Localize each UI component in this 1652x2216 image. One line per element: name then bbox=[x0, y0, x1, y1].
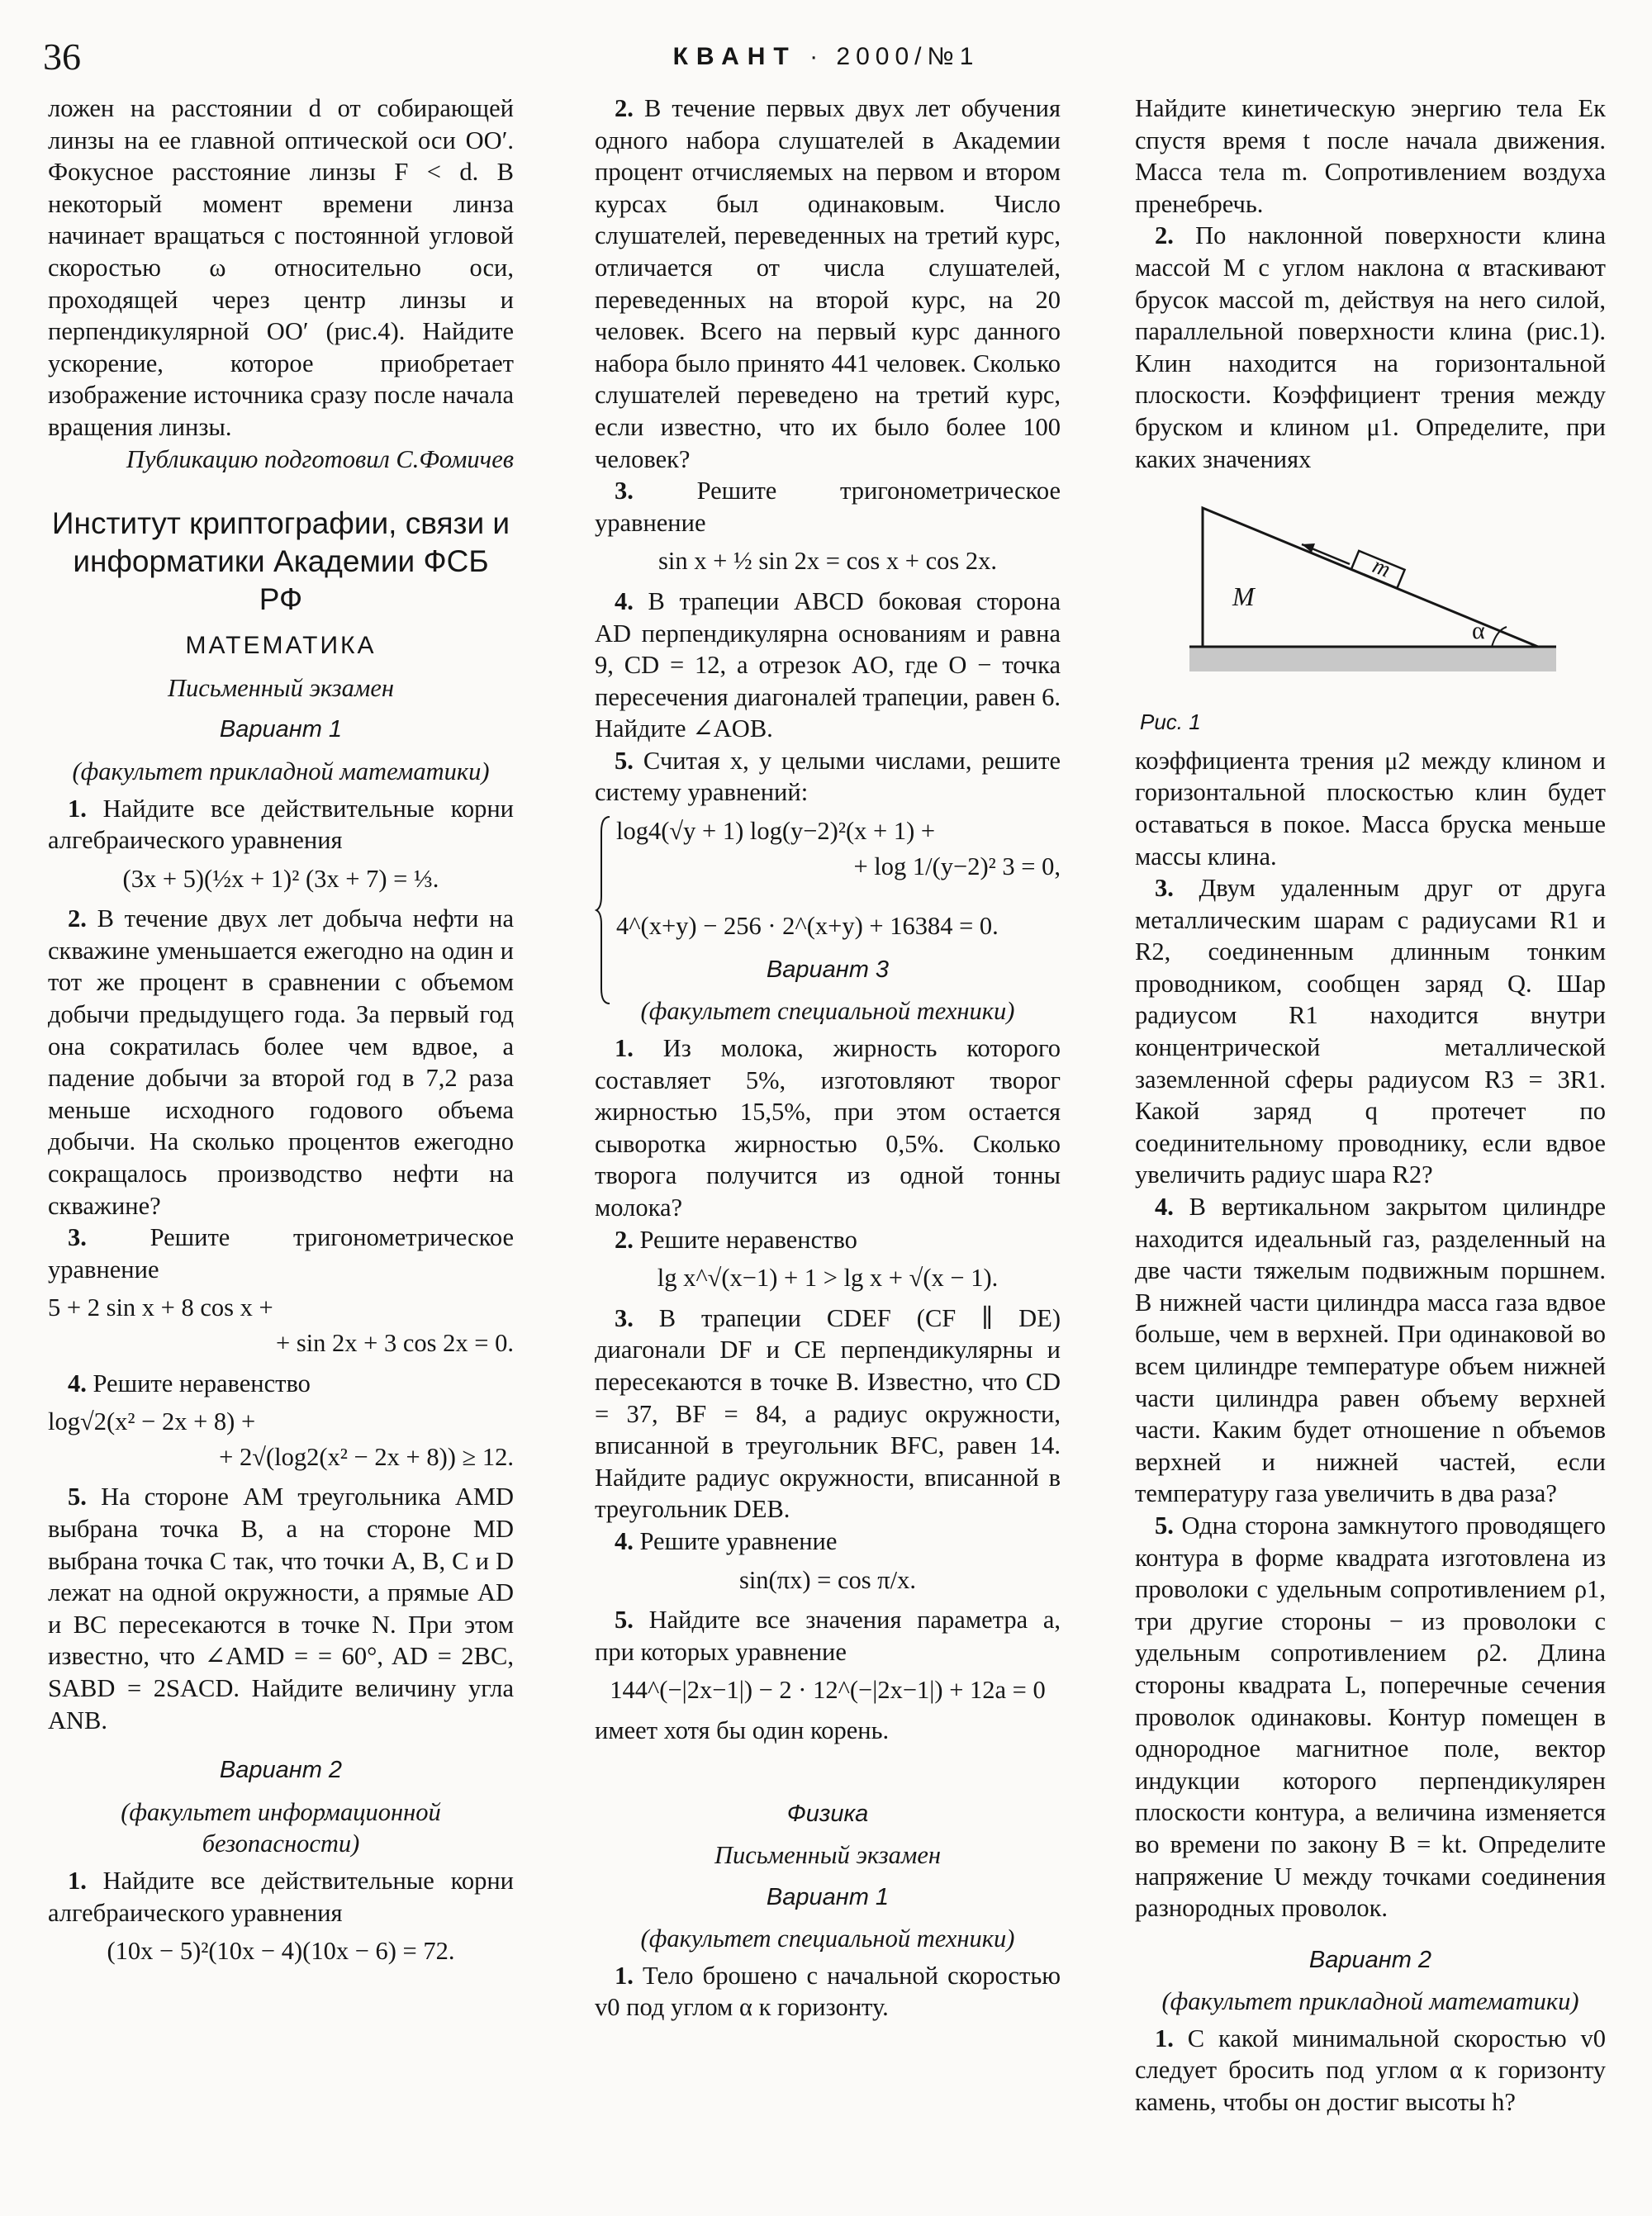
equation: sin x + ½ sin 2x = cos x + cos 2x. bbox=[658, 547, 997, 576]
journal-title bbox=[0, 43, 1652, 71]
equation: sin(πx) = cos π/x. bbox=[738, 1565, 917, 1594]
problem-2: 2. В течение первых двух лет обучения одного набора слушателей в Академии процент отчисляемых на первом и втором курсах был одинаковым. Число слушателей, переведенных на третий курс, отличается от числа слушателей, переведенных на второй курс, на 20 человек. Всего на первый курс данного набора было принято 441 человек. Сколько слушателей переведено на третий курс, если известно, что их было более 100 человек? bbox=[595, 94, 1061, 473]
problem-1: 1. Тело брошено с начальной скоростью v0 под углом α к горизонту. bbox=[595, 1961, 1061, 2022]
variant-heading: Вариант 2 bbox=[1308, 1946, 1432, 1973]
journal-name: КВАНТ bbox=[672, 43, 797, 70]
equation: (10x − 5)²(10x − 4)(10x − 6) = 72. bbox=[107, 1937, 455, 1966]
page-header bbox=[0, 35, 1652, 84]
problem-5: 5. Найдите все значения параметра a, при которых уравнение bbox=[595, 1606, 1061, 1666]
problem-4: 4. В трапеции ABCD боковая сторона AD перпендикулярна основаниям и равна 9, CD = 12, а отрезок AO, где O − точка пересечения диагоналей трапеции, равен 6. Найдите ∠AOB. bbox=[595, 586, 1061, 743]
problem-5: 5. На стороне AM треугольника AMD выбрана точка B, а на стороне MD выбрана точка C так, что точки A, B, C и D лежат на одной окружности, а прямые AD и BC пересекаются в точке N. При этом известно, что ∠AMD = = 60°, AD = 2BC, SABD = 2SACD. Найдите величину угла ANB. bbox=[48, 1483, 514, 1734]
equation-system bbox=[595, 815, 1061, 942]
column-1 bbox=[48, 93, 514, 1976]
faculty-heading: (факультет специальной техники) bbox=[640, 1924, 1015, 1953]
variant-heading: Вариант 2 bbox=[219, 1757, 343, 1784]
problem-2: 2. В течение двух лет добыча нефти на скважине уменьшается ежегодно на один и тот же процент в сравнении с объемом добычи предыдущего года. За первый год она сократилась более чем вдвое, а падение добычи за второй год в 7,2 раза меньше исходного годового объема добычи. На сколько процентов ежегодно сокращалось производство нефти на скважине? bbox=[48, 904, 514, 1220]
faculty-heading: (факультет прикладной математики) bbox=[72, 757, 490, 785]
figure-caption: Рис. 1 bbox=[1140, 709, 1201, 735]
problem-3: 3. Двум удаленным друг от друга металлическим шарам с радиусами R1 и R2, соединенным длинным тонким проводником, сообщен заряд Q. Шар радиусом R1 находится внутри концентрической металлической заземленной сферы радиусом R3 = 3R1. Какой заряд q протечет по соединительному проводнику, если вдвое увеличить радиус шара R2? bbox=[1135, 874, 1606, 1189]
column-2 bbox=[595, 93, 1061, 2024]
label-alpha: α bbox=[1472, 617, 1485, 645]
problem-2: 2. Решите неравенство bbox=[615, 1225, 857, 1254]
problem-1: 1. Найдите все действительные корни алгебраического уравнения bbox=[48, 1866, 514, 1927]
equation: 5 + 2 sin x + 8 cos x + bbox=[48, 1293, 273, 1322]
inequality: + 2√(log2(x² − 2x + 8)) ≥ 12. bbox=[219, 1442, 514, 1471]
brace-icon bbox=[595, 815, 611, 1005]
problem-4: 4. Решите неравенство bbox=[68, 1369, 311, 1397]
problem-3: 3. Решите тригонометрическое уравнение bbox=[48, 1223, 514, 1284]
problem-3: 3. В трапеции CDEF (CF ∥ DE) диагонали DF и CE перпендикулярны и пересекаются в точке B. Известно, что CD = 37, BF = 84, а радиус окружности, вписанной в треугольник BFC, равен 14. Найдите радиус окружности, вписанной в треугольник DEB. bbox=[595, 1303, 1061, 1524]
physics-problem-continuation: ложен на расстоянии d от собирающей линзы на ее главной оптической оси OO′. Фокусное расстояние линзы F < d. В некоторый момент времени линза начинает вращаться с постоянной угловой скоростью ω относительно оси, проходящей через центр линзы и перпендикулярной OO′ (рис.4). Найдите ускорение, которое приобретает изображение источника сразу после начала вращения линзы. bbox=[48, 94, 514, 441]
page-number: 36 bbox=[43, 36, 81, 78]
problem-5: 5. Считая x, y целыми числами, решите систему уравнений: bbox=[595, 746, 1061, 807]
system-equation-1-tail: + log 1/(y−2)² 3 = 0, bbox=[853, 852, 1061, 880]
problem-2-tail: коэффициента трения μ2 между клином и горизонтальной плоскостью клин будет оставаться в покое. Масса бруска меньше массы клина. bbox=[1135, 746, 1606, 871]
exam-heading: Письменный экзамен bbox=[714, 1841, 942, 1870]
equation: + sin 2x + 3 cos 2x = 0. bbox=[276, 1329, 514, 1357]
inequality: lg x^√(x−1) + 1 > lg x + √(x − 1). bbox=[657, 1264, 999, 1293]
label-m: m bbox=[1369, 553, 1394, 583]
problem-5: 5. Одна сторона замкнутого проводящего контура в форме квадрата изготовлена из проволоки с удельным сопротивлением ρ1, три другие стороны − из проволоки с удельным сопротивлением ρ2. Длина стороны квадрата L, поперечные сечения проволок одинаковы. Контур помещен в однородное магнитное поле, вектор индукции которого перпендикулярен плоскости контура, а величина изменяется во времени по закону B = kt. Определите напряжение U между точками соединения разнородных проволок. bbox=[1135, 1511, 1606, 1923]
exam-heading: Письменный экзамен bbox=[167, 673, 395, 702]
inequality: log√2(x² − 2x + 8) + bbox=[48, 1407, 256, 1436]
figure-1 bbox=[1135, 483, 1606, 706]
wedge-diagram bbox=[1135, 483, 1606, 706]
problem-2: 2. По наклонной поверхности клина массой M с углом наклона α втаскивают брусок массой m, действуя на него силой, параллельной поверхности клина (рис.1). Клин находится на горизонтальной плоскости. Коэффициент трения между бруском и клином μ1. Определите, при каких значениях bbox=[1135, 221, 1607, 473]
journal-issue: · 2000/№1 bbox=[809, 43, 980, 70]
faculty-heading: (факультет информационной безопасности) bbox=[121, 1797, 441, 1858]
institute-title: Институт криптографии, связи и информатики Академии ФСБ РФ bbox=[51, 506, 510, 617]
variant-heading: Вариант 3 bbox=[766, 956, 890, 983]
publication-credit: Публикацию подготовил С.Фомичев bbox=[126, 444, 514, 473]
problem-1-continuation: Найдите кинетическую энергию тела Eк спустя время t после начала движения. Масса тела m. Сопротивлением воздуха пренебречь. bbox=[1135, 94, 1606, 218]
problem-1: 1. Из молока, жирность которого составляет 5%, изготовляют творог жирностью 15,5%, при этом остается сыворотка жирностью 0,5%. Сколько творога получится из одной тонны молока? bbox=[595, 1034, 1061, 1222]
problem-3: 3. Решите тригонометрическое уравнение bbox=[595, 477, 1061, 537]
problem-4: 4. В вертикальном закрытом цилиндре находится идеальный газ, разделенный на две части тяжелым подвижным поршнем. В нижней части цилиндра масса газа вдвое больше, чем в верхней. При одинаковой во всем цилиндре температуре объем нижней части цилиндра равен объему верхней части. Каким будет отношение n объемов верхней и нижней частей, если температуру газа увеличить в два раза? bbox=[1135, 1193, 1607, 1508]
problem-4: 4. Решите уравнение bbox=[615, 1526, 838, 1555]
variant-heading: Вариант 1 bbox=[219, 716, 343, 743]
problem-1: 1. Найдите все действительные корни алгебраического уравнения bbox=[48, 794, 514, 855]
column-3 bbox=[1135, 93, 1606, 2119]
equation: (3x + 5)(½x + 1)² (3x + 7) = ⅓. bbox=[122, 864, 439, 893]
system-equation-2: 4^(x+y) − 256 · 2^(x+y) + 16384 = 0. bbox=[616, 912, 999, 941]
subject-heading: МАТЕМАТИКА bbox=[185, 632, 377, 660]
equation: 144^(−|2x−1|) − 2 · 12^(−|2x−1|) + 12a = 0 bbox=[610, 1676, 1046, 1705]
label-M: M bbox=[1232, 581, 1255, 612]
faculty-heading: (факультет прикладной математики) bbox=[1161, 1987, 1579, 2016]
variant-heading: Вариант 1 bbox=[766, 1883, 890, 1910]
problem-5-tail: имеет хотя бы один корень. bbox=[595, 1715, 890, 1744]
physics-heading: Физика bbox=[786, 1800, 869, 1827]
system-equation-1: log4(√y + 1) log(y−2)²(x + 1) + bbox=[616, 817, 936, 846]
faculty-heading: (факультет специальной техники) bbox=[640, 997, 1015, 1026]
problem-1: 1. С какой минимальной скоростью v0 следует бросить под углом α к горизонту камень, чтобы он достиг высоты h? bbox=[1135, 2024, 1607, 2117]
